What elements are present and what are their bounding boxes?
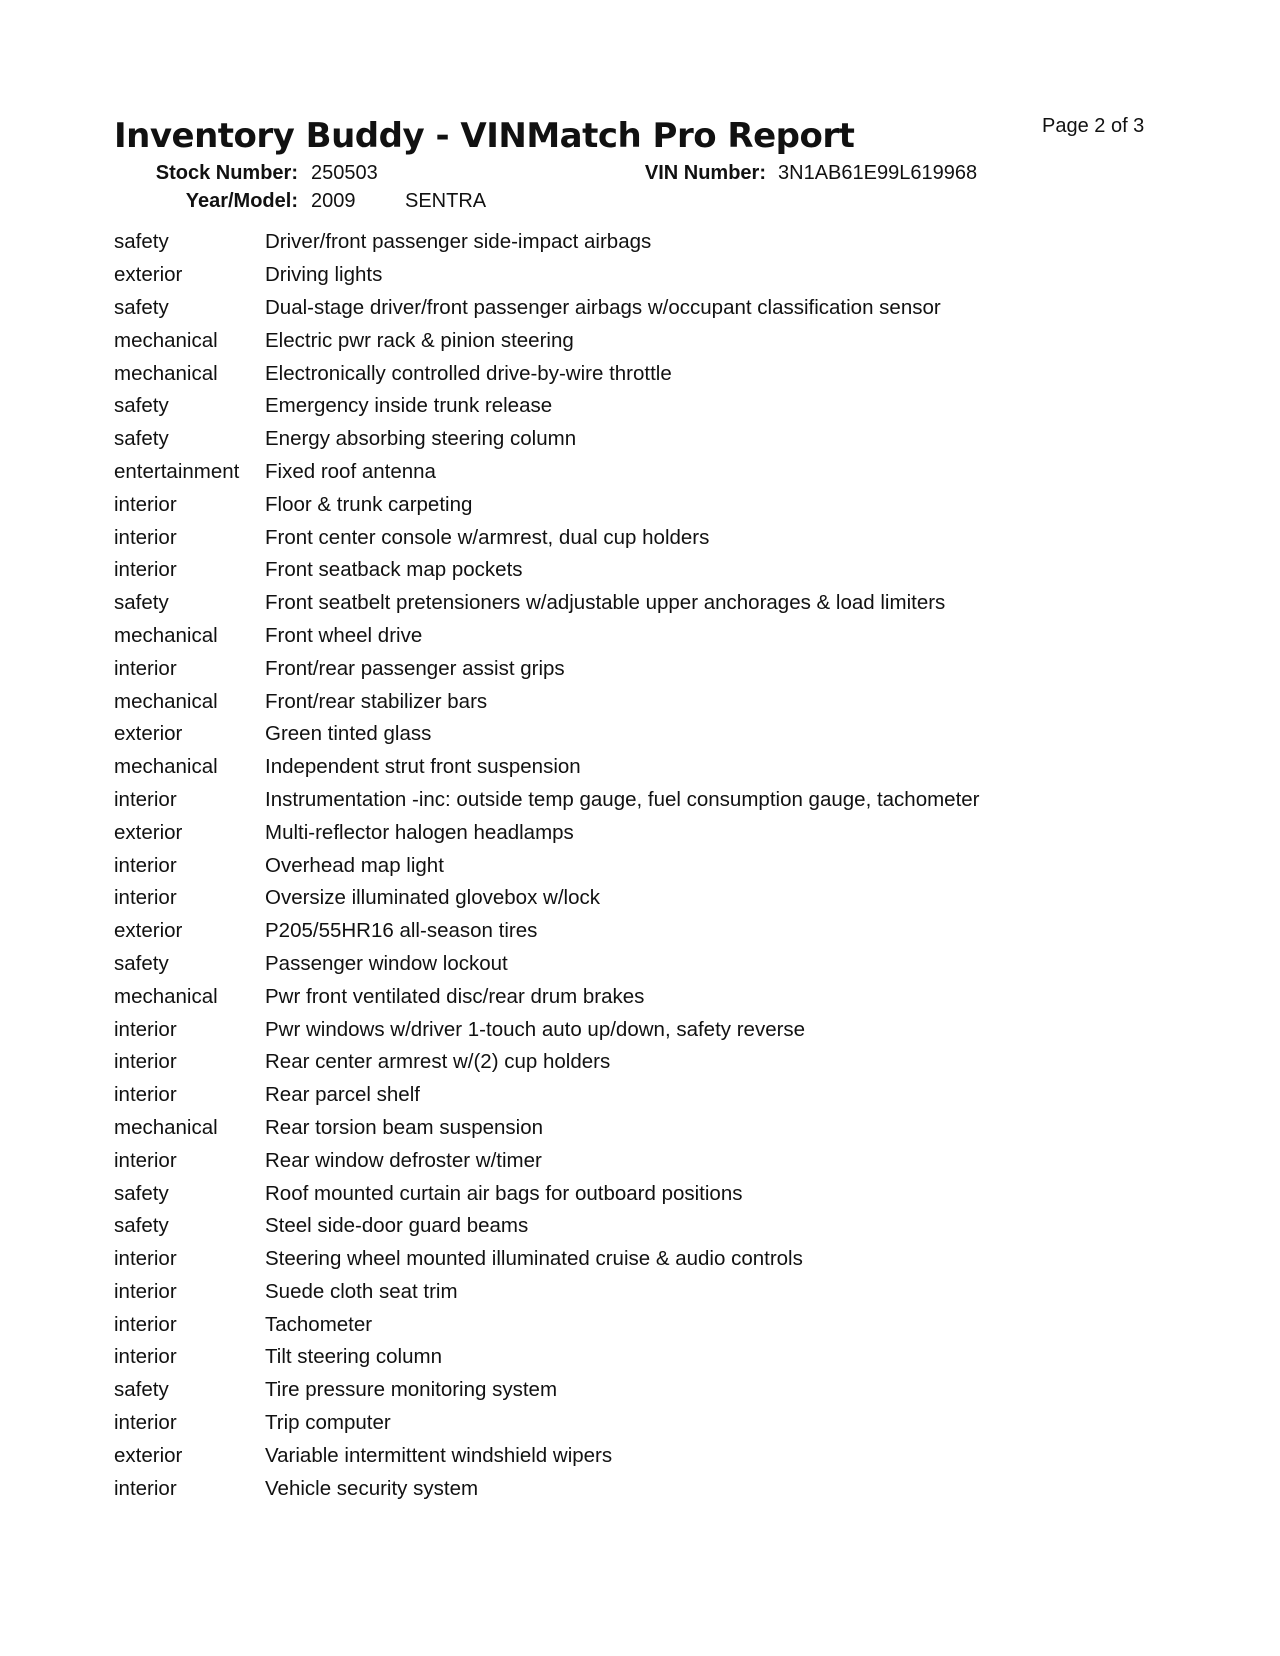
report-title: Inventory Buddy - VINMatch Pro Report [114, 116, 855, 156]
feature-description: Multi-reflector halogen headlamps [265, 820, 574, 844]
stock-number-label: Stock Number: [155, 162, 298, 184]
feature-row [114, 324, 1214, 357]
feature-description: Green tinted glass [265, 722, 432, 746]
feature-description: Rear window defroster w/timer [265, 1148, 542, 1172]
feature-category: exterior [114, 1443, 183, 1467]
feature-description: Dual-stage driver/front passenger airbags w/occupant classification sensor [265, 295, 941, 319]
feature-row [114, 718, 1214, 751]
feature-category: interior [114, 1312, 177, 1336]
vin-number-label: VIN Number: [644, 162, 766, 184]
feature-description: Front seatback map pockets [265, 558, 523, 582]
feature-category: safety [114, 1378, 169, 1402]
feature-description: Front/rear stabilizer bars [265, 689, 488, 713]
feature-category: interior [114, 886, 177, 910]
feature-category: exterior [114, 919, 183, 943]
feature-row [114, 1079, 1214, 1112]
feature-row [114, 1210, 1214, 1243]
feature-category: safety [114, 951, 169, 975]
feature-description: Passenger window lockout [265, 951, 508, 975]
year-value: 2009 [311, 190, 356, 212]
feature-category: interior [114, 1345, 177, 1369]
feature-row [114, 1046, 1214, 1079]
feature-category: mechanical [114, 755, 218, 779]
feature-category: interior [114, 787, 177, 811]
vin-number-value: 3N1AB61E99L619968 [778, 162, 978, 184]
feature-description: Front center console w/armrest, dual cup holders [265, 525, 710, 549]
feature-category: exterior [114, 820, 183, 844]
feature-description: Electric pwr rack & pinion steering [265, 328, 574, 352]
feature-row [114, 521, 1214, 554]
feature-row [114, 1177, 1214, 1210]
feature-row [114, 1112, 1214, 1145]
feature-category: interior [114, 1247, 177, 1271]
feature-row [114, 849, 1214, 882]
feature-description: Trip computer [265, 1411, 391, 1435]
feature-row [114, 751, 1214, 784]
feature-description: P205/55HR16 all-season tires [265, 919, 538, 943]
feature-category: mechanical [114, 689, 218, 713]
feature-category: interior [114, 1017, 177, 1041]
feature-row [114, 915, 1214, 948]
feature-description: Suede cloth seat trim [265, 1279, 458, 1303]
feature-description: Tachometer [265, 1312, 373, 1336]
feature-description: Emergency inside trunk release [265, 394, 553, 418]
feature-row [114, 226, 1214, 259]
feature-description: Oversize illuminated glovebox w/lock [265, 886, 600, 910]
feature-list [114, 226, 1214, 1505]
feature-description: Driving lights [265, 263, 383, 287]
year-model-label: Year/Model: [185, 190, 298, 212]
feature-row [114, 423, 1214, 456]
feature-description: Roof mounted curtain air bags for outboard positions [265, 1181, 743, 1205]
feature-category: mechanical [114, 623, 218, 647]
feature-description: Tire pressure monitoring system [265, 1378, 558, 1402]
feature-description: Energy absorbing steering column [265, 427, 577, 451]
stock-number-value: 250503 [311, 162, 378, 184]
feature-description: Electronically controlled drive-by-wire throttle [265, 361, 672, 385]
feature-category: interior [114, 1279, 177, 1303]
feature-row [114, 587, 1214, 620]
feature-category: exterior [114, 263, 183, 287]
feature-row [114, 620, 1214, 653]
feature-description: Variable intermittent windshield wipers [265, 1443, 613, 1467]
page-number: Page 2 of 3 [1042, 115, 1145, 137]
feature-row [114, 1144, 1214, 1177]
feature-category: safety [114, 295, 169, 319]
feature-category: safety [114, 230, 169, 254]
feature-category: interior [114, 1050, 177, 1074]
feature-row [114, 948, 1214, 981]
feature-category: safety [114, 1214, 169, 1238]
feature-row [114, 488, 1214, 521]
feature-description: Vehicle security system [265, 1476, 479, 1500]
feature-row [114, 357, 1214, 390]
feature-row [114, 1341, 1214, 1374]
feature-row [114, 292, 1214, 325]
feature-description: Pwr front ventilated disc/rear drum brakes [265, 984, 645, 1008]
feature-category: mechanical [114, 984, 218, 1008]
feature-description: Floor & trunk carpeting [265, 492, 473, 516]
feature-description: Rear torsion beam suspension [265, 1115, 544, 1139]
feature-row [114, 259, 1214, 292]
feature-category: mechanical [114, 328, 218, 352]
feature-description: Rear center armrest w/(2) cup holders [265, 1050, 611, 1074]
feature-row [114, 456, 1214, 489]
feature-category: interior [114, 656, 177, 680]
feature-description: Front seatbelt pretensioners w/adjustable upper anchorages & load limiters [265, 591, 946, 615]
feature-category: exterior [114, 722, 183, 746]
feature-row [114, 1472, 1214, 1505]
feature-row [114, 1439, 1214, 1472]
feature-row [114, 1276, 1214, 1309]
feature-row [114, 882, 1214, 915]
feature-description: Rear parcel shelf [265, 1083, 420, 1107]
feature-category: mechanical [114, 361, 218, 385]
feature-description: Front/rear passenger assist grips [265, 656, 565, 680]
feature-category: interior [114, 1411, 177, 1435]
feature-description: Fixed roof antenna [265, 459, 436, 483]
feature-row [114, 1308, 1214, 1341]
feature-category: interior [114, 1476, 177, 1500]
feature-description: Driver/front passenger side-impact airbags [265, 230, 652, 254]
feature-category: interior [114, 492, 177, 516]
feature-row [114, 652, 1214, 685]
feature-row [114, 685, 1214, 718]
feature-row [114, 390, 1214, 423]
feature-row [114, 1374, 1214, 1407]
feature-row [114, 980, 1214, 1013]
feature-category: interior [114, 525, 177, 549]
feature-category: entertainment [114, 459, 240, 483]
feature-category: safety [114, 591, 169, 615]
model-value: SENTRA [405, 190, 487, 212]
feature-description: Independent strut front suspension [265, 755, 581, 779]
feature-row [114, 1407, 1214, 1440]
feature-row [114, 816, 1214, 849]
feature-row [114, 1243, 1214, 1276]
feature-category: interior [114, 1083, 177, 1107]
feature-category: safety [114, 1181, 169, 1205]
feature-row [114, 554, 1214, 587]
feature-category: interior [114, 853, 177, 877]
feature-description: Pwr windows w/driver 1-touch auto up/down, safety reverse [265, 1017, 806, 1041]
feature-description: Steering wheel mounted illuminated cruise & audio controls [265, 1247, 803, 1271]
feature-category: mechanical [114, 1115, 218, 1139]
feature-row [114, 1013, 1214, 1046]
feature-category: safety [114, 427, 169, 451]
feature-description: Instrumentation -inc: outside temp gauge, fuel consumption gauge, tachometer [265, 787, 980, 811]
feature-row [114, 784, 1214, 817]
feature-description: Front wheel drive [265, 623, 423, 647]
feature-category: interior [114, 558, 177, 582]
feature-category: interior [114, 1148, 177, 1172]
feature-description: Overhead map light [265, 853, 444, 877]
feature-category: safety [114, 394, 169, 418]
feature-description: Tilt steering column [265, 1345, 442, 1369]
feature-description: Steel side-door guard beams [265, 1214, 529, 1238]
